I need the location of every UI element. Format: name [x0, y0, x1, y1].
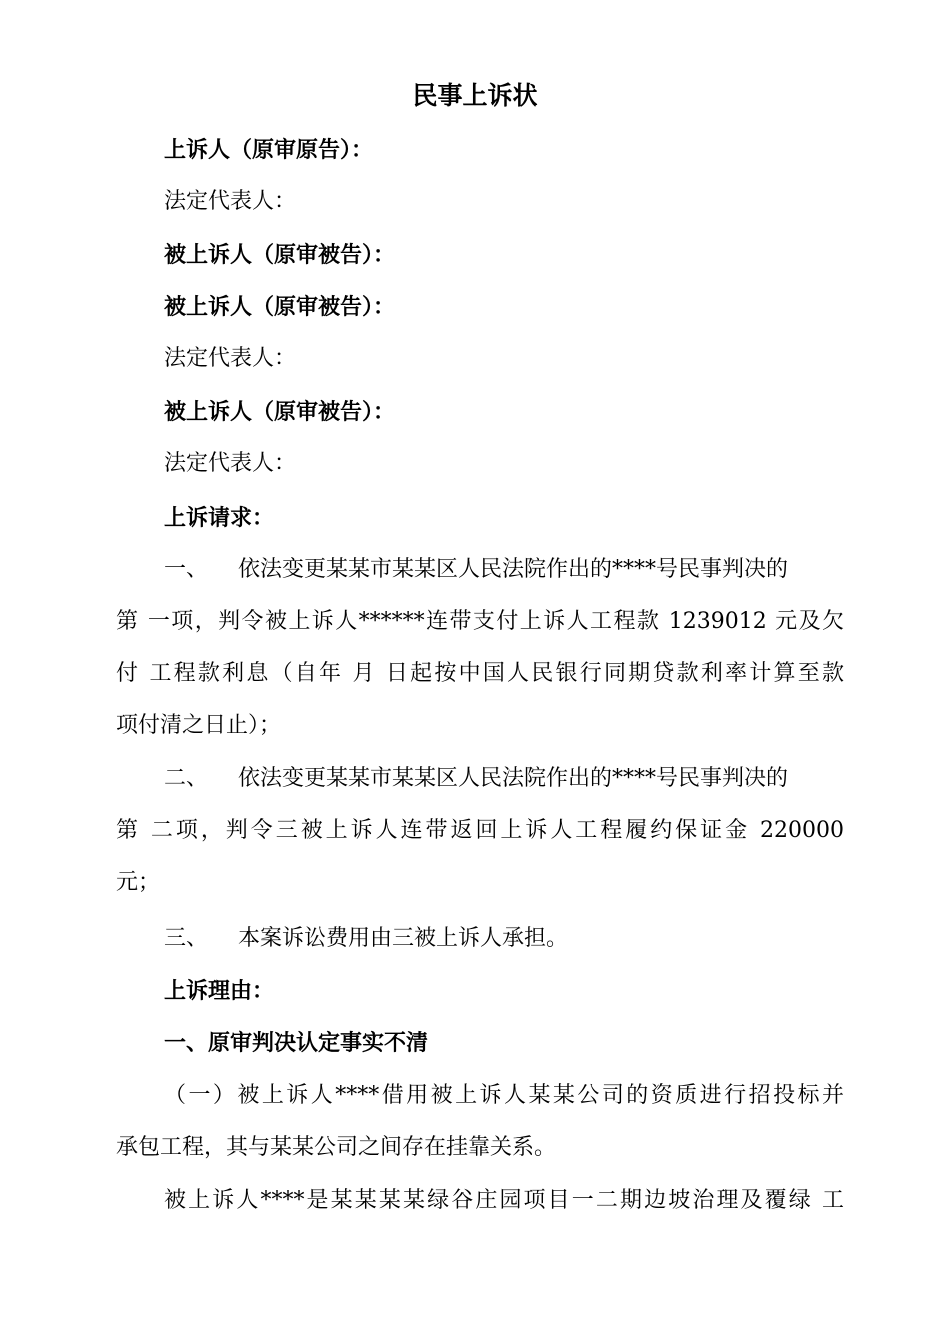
request-item-1-line: 一、 依法变更某某市某某区人民法院作出的****号民事判决的 — [164, 554, 788, 586]
appellee-label: 被上诉人（原审被告）： — [164, 242, 396, 268]
request-item-2-line: 元； — [116, 870, 161, 895]
reasons-heading: 上诉理由： — [164, 978, 275, 1004]
request-item-3-line: 三、 本案诉讼费用由三被上诉人承担。 — [164, 923, 568, 955]
subsection-line: 承包工程，其与某某公司之间存在挂靠关系。 — [116, 1135, 557, 1160]
request-item-1-line: 第 一项，判令被上诉人******连带支付上诉人工程款 1239012 元及欠 — [116, 609, 844, 634]
requests-heading: 上诉请求： — [164, 505, 275, 531]
request-number: 一、 — [164, 557, 209, 582]
appellee-label: 被上诉人（原审被告）： — [164, 399, 396, 425]
document-title: 民事上诉状 — [412, 81, 538, 110]
request-number: 二、 — [164, 766, 209, 791]
section-heading: 一、原审判决认定事实不清 — [164, 1030, 429, 1056]
subsection-line: （一）被上诉人****借用被上诉人某某公司的资质进行招投标并 — [164, 1083, 844, 1108]
legal-rep-label: 法定代表人： — [164, 451, 297, 476]
paragraph-line: 被上诉人****是某某某某绿谷庄园项目一二期边坡治理及覆绿 工 — [164, 1188, 844, 1213]
appellee-label: 被上诉人（原审被告）： — [164, 294, 396, 320]
legal-rep-label: 法定代表人： — [164, 189, 297, 214]
request-item-1-line: 付 工程款利息（自年 月 日起按中国人民银行同期贷款利率计算至款 — [116, 661, 844, 686]
request-number: 三、 — [164, 926, 209, 951]
request-item-2-line: 二、 依法变更某某市某某区人民法院作出的****号民事判决的 — [164, 763, 788, 795]
request-item-2-line: 第 二项，判令三被上诉人连带返回上诉人工程履约保证金 220000 — [116, 818, 844, 843]
appellant-label: 上诉人（原审原告）： — [164, 137, 374, 163]
request-item-1-line: 项付清之日止）； — [116, 713, 282, 738]
legal-rep-label: 法定代表人： — [164, 346, 297, 371]
